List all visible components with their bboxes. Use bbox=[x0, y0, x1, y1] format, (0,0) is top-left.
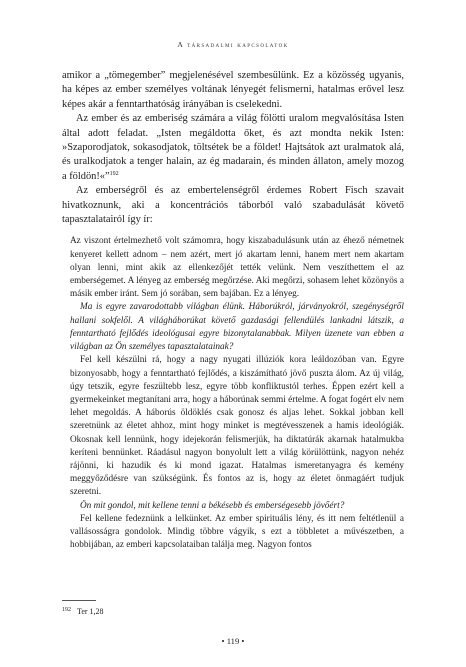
paragraph-continued: amikor a „tömegember” megjelenésével szembesülünk. Ez a közösség ugyanis, ha képes az ember személyes voltának lényegét felismerni, hatalmas erővel lesz képes akár a fenntarthatóság irányában is cselekedni. bbox=[62, 70, 404, 110]
block-quote bbox=[62, 235, 404, 552]
footnote-divider bbox=[62, 600, 96, 601]
paragraph-genesis-quote bbox=[62, 112, 404, 184]
footnote-text: Ter 1,28 bbox=[77, 607, 104, 616]
running-head: A társadalmi kapcsolatok bbox=[177, 40, 289, 49]
interview-question: Ma is egyre zavarodottabb világban élünk. Háborúkról, járványokról, szegénységről hallani sokfelől. A világháborúkat követő gazdasági fellendülés lankadni látszik, a fenntartható fejlődés ideológusai egyre bizonytalanabbak. Milyen üzenete van ebben a világban az Ön személyes tapasztalatainak? bbox=[70, 302, 404, 353]
page-number: • 119 • bbox=[221, 636, 245, 646]
footnote-reference[interactable]: 192 bbox=[109, 170, 119, 177]
quote-paragraph: Fel kell készülni rá, hogy a nagy nyugati illúziók kora leáldozóban van. Egyre bizonyosabb, hogy a fenntartható fejlődés, a kiszámítható jövő puszta álom. Az új világ, úgy tetszik, egyre feszültebb lesz, egyre több konfliktustól terhes. Éppen ezért kell a gyermekeinket megtanítani arra, hogy a háborúnak semmi értelme. A fogat fogért elv nem lehet megoldás. A háborús öldöklés csak gonosz és aljas lehet. Sokkal jobban kell szeretnünk az életet ahhoz, mint hogy minket is megtévesszenek a hamis ideológiák. Okosnak kell lennünk, hogy idejekorán felismerjük, ha diktatúrák akarnak hatalmukba keríteni bennünket. Ráadásul nagyon bonyolult lett a világ körülöttünk, nagyon nehéz rájönni, ki hazudik és ki mond igazat. Hatalmas ismeretanyagra és kemény meggyőződésre van szükségünk. És fontos az is, hogy az életet önmagáért tudjuk szeretni. bbox=[70, 355, 404, 498]
paragraph-genesis-text: Az ember és az emberiség számára a világ fölötti uralom megvalósítása Isten által adott feladat. „Isten megáldotta őket, és azt mondta nekik Isten: »Szaporodjatok, sokasodjatok, töltsétek be a földet! Hajtsátok azt uralmatok alá, és uralkodjatok a tenger halain, az ég madarain, és minden állaton, amely mozog a földön!«” bbox=[62, 113, 404, 182]
paragraph-fisch-intro: Az emberségről és az embertelenségről érdemes Robert Fisch szavait hivatkoznunk, aki a koncentrációs táborból való szabadulását követő tapasztalatairól így ír: bbox=[62, 185, 404, 226]
quote-paragraph: Fel kellene fedeznünk a lelkünket. Az ember spirituális lény, és itt nem feltétlenül a vallásosságra gondolok. Mindig többre vágyik, s ezt a többletet a művészetben, a hobbijában, az emberi kapcsolataiban találja meg. Nagyon fontos bbox=[70, 513, 404, 551]
footnote bbox=[62, 605, 404, 617]
interview-question: Ön mit gondol, mit kellene tenni a békésebb és emberségesebb jövőért? bbox=[80, 500, 345, 511]
quote-paragraph: Az viszont értelmezhető volt számomra, hogy kiszabadulásunk után az éhező németnek kenyeret kellett adnom – nem azért, mert jó akartam lenni, hanem mert nem akartam olyan lenni, mint akik az ellenkezőjét tették velünk. Nem veszíthettem el az emberségemet. A lényeg az emberség megőrzése. Aki megőrzi, sohasem lehet közönyös a másik ember iránt. Sem jó sorában, sem bajában. Ez a lényeg. bbox=[70, 236, 404, 300]
main-text bbox=[62, 69, 404, 552]
footnote-number: 192 bbox=[62, 607, 71, 613]
